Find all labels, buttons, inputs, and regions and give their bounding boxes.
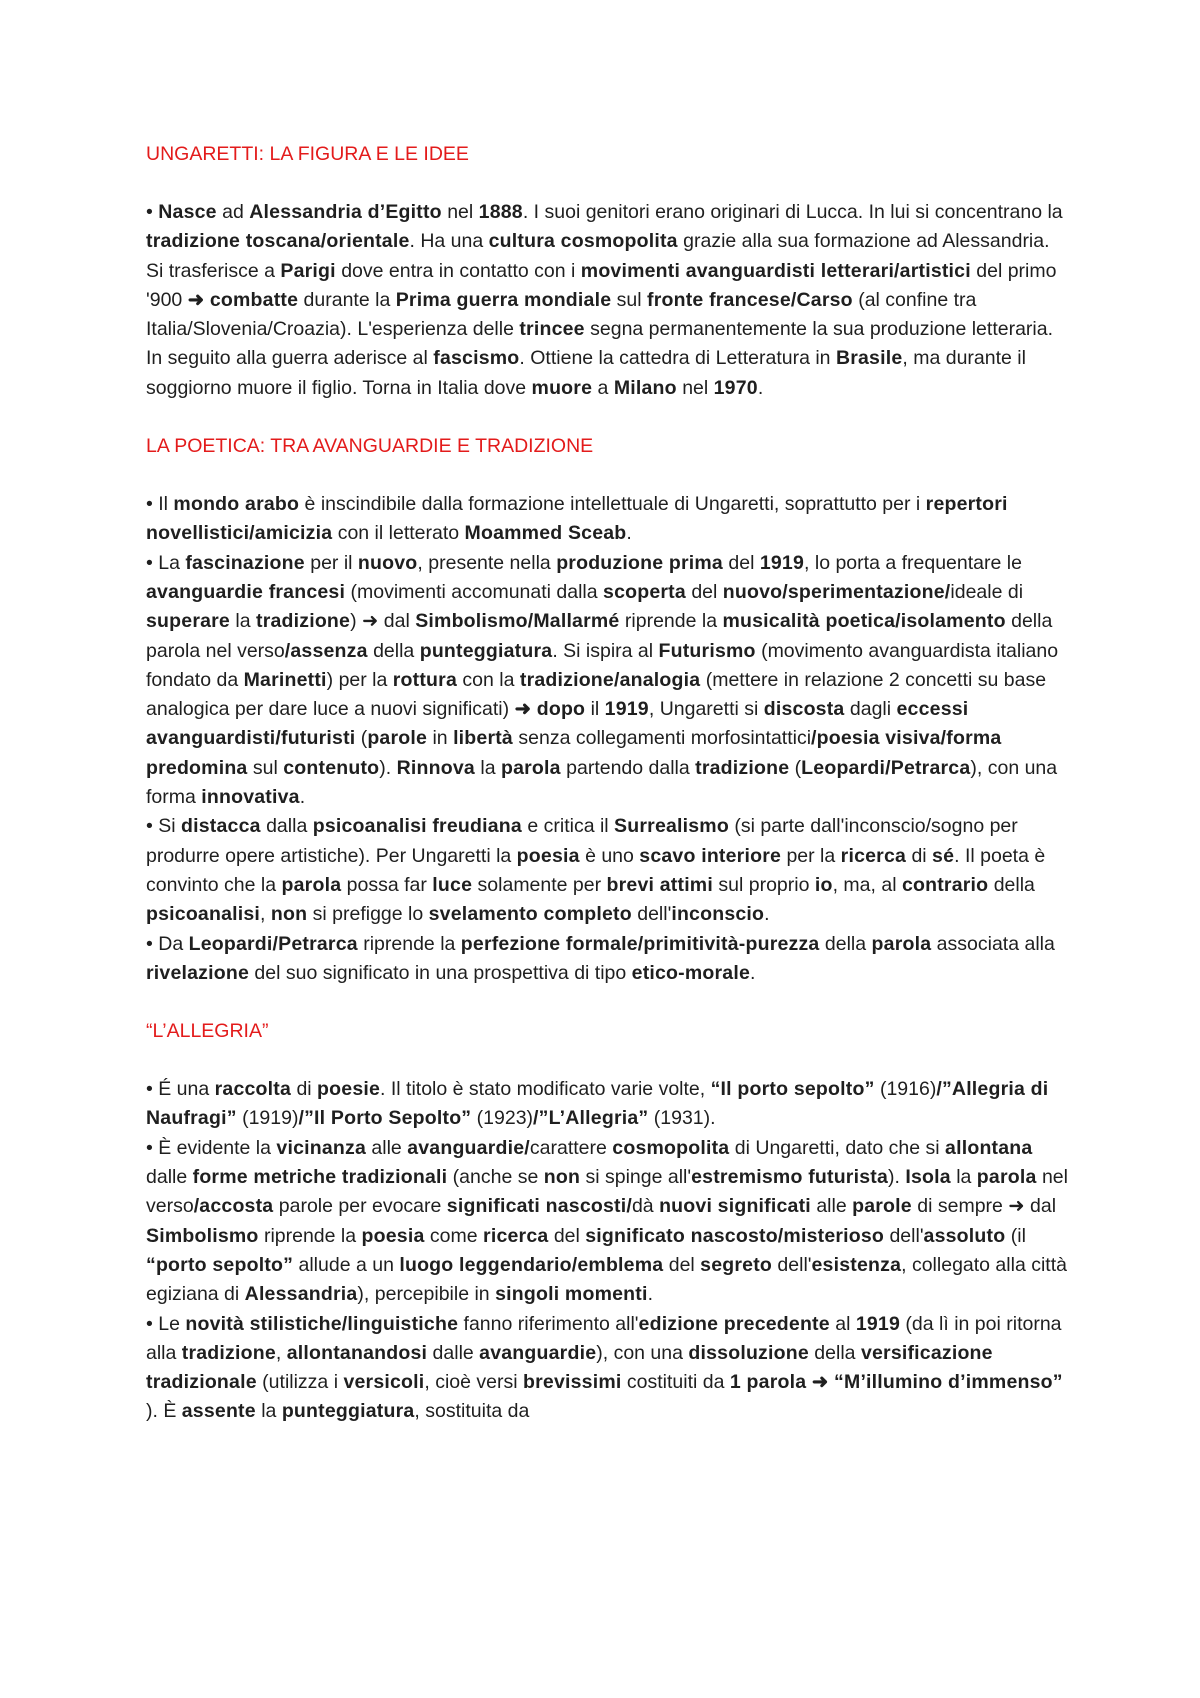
bold-text-run: “Il porto sepolto” <box>710 1078 875 1101</box>
text-run: dalle <box>427 1341 480 1364</box>
bold-text-run: Simbolismo <box>146 1224 259 1247</box>
text-run: (anche se <box>447 1166 544 1189</box>
text-run: ). <box>379 756 397 779</box>
text-run: del <box>722 551 760 574</box>
bold-text-run: musicalità poetica/isolamento <box>722 610 1006 633</box>
paragraph <box>146 812 1071 929</box>
text-run: • <box>146 201 159 223</box>
bold-text-run: Alessandria d’Egitto <box>249 201 442 223</box>
bold-text-run: /accosta <box>193 1195 274 1218</box>
text-run: • Da <box>146 932 189 955</box>
bold-text-run: ➜ combatte <box>187 288 299 311</box>
bold-text-run: assoluto <box>923 1224 1006 1247</box>
bold-text-run: 1919 <box>855 1312 901 1335</box>
text-run: ). È <box>146 1400 182 1423</box>
section-figura-idee <box>146 140 1071 403</box>
text-run: solamente per <box>472 873 607 896</box>
bold-text-run: scoperta <box>603 580 686 603</box>
bold-text-run: parola <box>871 932 932 955</box>
text-run: fanno riferimento all' <box>458 1312 639 1335</box>
text-run: come <box>424 1224 484 1247</box>
text-run: del <box>548 1224 586 1247</box>
bold-text-run: 1919 <box>759 551 805 574</box>
paragraph <box>146 1075 1071 1134</box>
text-run: , ma durante il soggiorno muore il figlio. Torna in Italia dove <box>146 347 1026 399</box>
bold-text-run: Moammed Sceab <box>464 522 627 545</box>
bold-text-run: parole <box>852 1195 912 1218</box>
text-run: della parola nel verso <box>146 610 1053 662</box>
text-run: dell' <box>884 1224 924 1247</box>
text-run: del primo '900 <box>146 259 1057 311</box>
text-run: della <box>988 873 1035 896</box>
bold-text-run: distacca <box>181 815 261 838</box>
bold-text-run: Futurismo <box>658 639 756 662</box>
bold-text-run: non <box>270 903 308 926</box>
text-run: possa far <box>341 873 433 896</box>
bold-text-run: fascinazione <box>185 551 305 574</box>
section-heading: LA POETICA: TRA AVANGUARDIE E TRADIZIONE <box>146 435 594 458</box>
bold-text-run: /assenza <box>284 639 368 662</box>
section-allegria <box>146 1017 1071 1427</box>
text-run: , lo porta a frequentare le <box>804 551 1022 574</box>
text-run: è inscindibile dalla formazione intellettuale di Ungaretti, soprattutto per i <box>299 493 926 516</box>
text-run: del <box>663 1253 701 1276</box>
text-run: si prefigge lo <box>307 903 429 926</box>
bold-text-run: punteggiatura <box>281 1400 415 1423</box>
bold-text-run: significati nascosti/ <box>446 1195 632 1218</box>
bold-text-run: scavo interiore <box>639 844 782 867</box>
bold-text-run: ➜ dopo <box>514 698 586 721</box>
text-run: costituiti da <box>621 1371 730 1394</box>
bold-text-run: contenuto <box>283 756 380 779</box>
bold-text-run: movimenti avanguardisti letterari/artistici <box>580 259 971 282</box>
bold-text-run: luogo leggendario/emblema <box>399 1253 664 1276</box>
text-run: ), con una <box>596 1341 689 1364</box>
bold-text-run: tradizione toscana/orientale <box>146 230 410 253</box>
section-heading: UNGARETTI: LA FIGURA E LE IDEE <box>146 143 469 165</box>
text-run: . Ottiene la cattedra di Letteratura in <box>519 347 836 370</box>
bold-text-run: avanguardie <box>479 1341 597 1364</box>
text-run: . I suoi genitori erano originari di Lucca. In lui si concentrano la <box>522 201 1063 223</box>
bold-text-run: nuovo <box>357 551 418 574</box>
bold-text-run: singoli momenti <box>495 1283 648 1306</box>
bold-text-run: “porto sepolto” <box>146 1253 294 1276</box>
bold-text-run: etico-morale <box>631 961 751 984</box>
bold-text-run: svelamento completo <box>428 903 632 926</box>
text-run: ( <box>789 756 802 779</box>
text-run: la <box>255 1400 282 1423</box>
bold-text-run: muore <box>531 376 593 399</box>
text-run: , <box>275 1341 287 1364</box>
bold-text-run: cosmopolita <box>612 1136 730 1159</box>
paragraph <box>146 490 1071 549</box>
text-run: (1916) <box>874 1078 937 1101</box>
text-run: , Ungaretti si <box>648 698 764 721</box>
bold-text-run: Rinnova <box>396 756 475 779</box>
bold-text-run: parola <box>500 756 561 779</box>
bold-text-run: vicinanza <box>276 1136 366 1159</box>
bold-text-run: segreto <box>700 1253 773 1276</box>
bold-text-run: /”Allegria di Naufragi” <box>146 1078 1049 1130</box>
bold-text-run: Brasile <box>835 347 903 370</box>
text-run: alle <box>810 1195 853 1218</box>
bold-text-run: Simbolismo/Mallarmé <box>415 610 620 633</box>
bold-text-run: tradizione <box>181 1341 276 1364</box>
text-run: , ma, al <box>832 873 902 896</box>
text-run: partendo dalla <box>560 756 696 779</box>
bold-text-run: mondo arabo <box>173 493 300 516</box>
text-run: è uno <box>579 844 640 867</box>
text-run: nel <box>441 201 479 223</box>
text-run: di <box>291 1078 318 1101</box>
bold-text-run: nuovo/sperimentazione/ <box>722 580 951 603</box>
text-run: (mettere in relazione 2 concetti su base analogica per dare luce a nuovi significati) <box>146 668 1047 721</box>
bold-text-run: avanguardie francesi <box>146 580 346 603</box>
bold-text-run: ricerca <box>483 1224 549 1247</box>
text-run: • Le <box>146 1312 186 1335</box>
text-run: della <box>367 639 420 662</box>
text-run: riprende la <box>619 610 723 633</box>
bold-text-run: poesia <box>516 844 580 867</box>
text-run: . Il titolo è stato modificato varie volte, <box>380 1078 711 1101</box>
section-heading: “L’ALLEGRIA” <box>146 1020 269 1043</box>
text-run: ad <box>216 201 250 223</box>
text-run: . <box>647 1283 654 1306</box>
text-run: • É una <box>146 1078 215 1101</box>
text-run: il <box>585 698 605 721</box>
section-poetica <box>146 432 1071 988</box>
text-run: , cioè versi <box>424 1371 524 1394</box>
bold-text-run: novità stilistiche/linguistiche <box>185 1312 459 1335</box>
text-run: (il <box>1005 1224 1026 1247</box>
bold-text-run: sé <box>932 844 955 867</box>
paragraph <box>146 1310 1071 1427</box>
text-run: . Ha una <box>409 230 489 253</box>
bold-text-run: contrario <box>901 873 989 896</box>
bold-text-run: Leopardi/Petrarca <box>801 756 971 779</box>
bold-text-run: psicoanalisi freudiana <box>312 815 522 838</box>
bold-text-run: estremismo futurista <box>691 1166 888 1189</box>
text-run: alle <box>366 1136 408 1159</box>
text-run: riprende la <box>357 932 461 955</box>
bold-text-run: /”L’Allegria” <box>533 1107 649 1130</box>
text-run: dove entra in contatto con i <box>335 259 581 282</box>
bold-text-run: raccolta <box>214 1078 292 1101</box>
bold-text-run: eccessi avanguardisti/futuristi <box>146 698 969 750</box>
bold-text-run: parola <box>281 873 342 896</box>
text-run: di <box>906 844 933 867</box>
text-run: del suo significato in una prospettiva di tipo <box>249 961 632 984</box>
bold-text-run: 1 parola ➜ “M’illumino d’immenso” <box>729 1371 1063 1394</box>
text-run: riprende la <box>258 1224 362 1247</box>
text-run: nel <box>676 376 714 399</box>
bold-text-run: Alessandria <box>244 1283 358 1306</box>
text-run: . Il poeta è convinto che la <box>146 844 1046 896</box>
text-run: ideale di <box>950 580 1024 603</box>
bold-text-run: forme metriche tradizionali <box>192 1166 448 1189</box>
text-run: del <box>685 580 723 603</box>
text-run: nel verso <box>146 1166 1068 1218</box>
bold-text-run: rottura <box>392 668 457 691</box>
text-run: (si parte dall'inconscio/sogno per produrre opere artistiche). Per Ungaretti la <box>146 815 1018 867</box>
text-run: e critica il <box>521 815 615 838</box>
bold-text-run: innovativa <box>201 786 300 809</box>
bold-text-run: io <box>814 873 833 896</box>
text-run: . <box>299 786 306 809</box>
text-run: allude a un <box>293 1253 400 1276</box>
paragraph <box>146 549 1071 813</box>
bold-text-run: rivelazione <box>146 961 249 984</box>
bold-text-run: Leopardi/Petrarca <box>188 932 358 955</box>
bold-text-run: Prima guerra mondiale <box>395 288 612 311</box>
text-run: . Si ispira al <box>552 639 659 662</box>
bold-text-run: punteggiatura <box>419 639 553 662</box>
text-run: al <box>829 1312 856 1335</box>
text-run: ) per la <box>326 668 393 691</box>
bold-text-run: allontana <box>945 1136 1033 1159</box>
bold-text-run: 1919 <box>604 698 649 721</box>
text-run: dell' <box>631 903 672 926</box>
text-run: la <box>229 610 256 633</box>
bold-text-run: poesia <box>361 1224 425 1247</box>
text-run: • Si <box>146 815 182 838</box>
paragraph <box>146 198 1071 403</box>
bold-text-run: 1970 <box>713 376 758 399</box>
text-run: (utilizza i <box>256 1371 344 1394</box>
text-run: . <box>750 961 756 984</box>
bold-text-run: versicoli <box>343 1371 425 1394</box>
bold-text-run: tradizione <box>256 610 351 633</box>
bold-text-run: edizione precedente <box>638 1312 830 1335</box>
text-run: della <box>808 1341 861 1364</box>
text-run: , collegato alla città egiziana di <box>146 1253 1067 1306</box>
bold-text-run: avanguardie/ <box>407 1136 530 1159</box>
text-run: la <box>474 756 501 779</box>
text-run: grazie alla sua formazione ad Alessandria. Si trasferisce a <box>146 230 1050 282</box>
text-run: della <box>819 932 872 955</box>
text-run: , presente nella <box>417 551 557 574</box>
text-run: segna permanentemente la sua produzione letteraria. In seguito alla guerra aderisce al <box>146 318 1054 370</box>
text-run: . <box>764 903 770 926</box>
bold-text-run: discosta <box>763 698 845 721</box>
bold-text-run: parola <box>976 1166 1037 1189</box>
bold-text-run: libertà <box>453 727 513 750</box>
bold-text-run: esistenza <box>811 1253 902 1276</box>
bold-text-run: luce <box>432 873 473 896</box>
bold-text-run: assente <box>181 1400 256 1423</box>
text-run: la <box>950 1166 977 1189</box>
text-run: (al confine tra Italia/Slovenia/Croazia). L'esperienza delle <box>146 288 977 341</box>
text-run: si spinge all' <box>580 1166 692 1189</box>
bold-text-run: tradizione <box>695 756 790 779</box>
bold-text-run: non <box>543 1166 581 1189</box>
document-page <box>146 140 1071 1456</box>
bold-text-run: Nasce <box>158 201 217 223</box>
text-run: dà <box>631 1195 660 1218</box>
bold-text-run: Parigi <box>280 259 336 282</box>
text-run: di Ungaretti, dato che si <box>729 1136 946 1159</box>
text-run: • È evidente la <box>146 1136 277 1159</box>
text-run: di sempre ➜ dal <box>911 1195 1057 1218</box>
text-run: • Il <box>146 493 174 516</box>
text-run: a <box>592 376 614 399</box>
text-run: per la <box>781 844 841 867</box>
text-run: (movimenti accomunati dalla <box>345 580 604 603</box>
bold-text-run: nuovi significati <box>659 1195 811 1218</box>
text-run: (da lì in poi ritorna alla <box>146 1312 1062 1364</box>
text-run: ), con una forma <box>146 756 1058 809</box>
bold-text-run: Milano <box>613 376 677 399</box>
bold-text-run: Isola <box>905 1166 951 1189</box>
bold-text-run: allontanandosi <box>286 1341 428 1364</box>
text-run: con il letterato <box>332 522 465 545</box>
text-run: (1931). <box>648 1107 716 1130</box>
bold-text-run: Marinetti <box>243 668 327 691</box>
text-run: . <box>757 376 764 399</box>
bold-text-run: fascismo <box>433 347 520 370</box>
bold-text-run: repertori novellistici/amicizia <box>146 493 1008 545</box>
bold-text-run: produzione prima <box>556 551 723 574</box>
paragraph <box>146 1134 1071 1310</box>
text-run: (1923) <box>471 1107 534 1130</box>
text-run: associata alla <box>931 932 1055 955</box>
text-run: sul proprio <box>712 873 815 896</box>
bold-text-run: significato nascosto/misterioso <box>585 1224 885 1247</box>
bold-text-run: poesie <box>317 1078 381 1101</box>
bold-text-run: fronte francese/Carso <box>647 288 853 311</box>
bold-text-run: trincee <box>519 318 585 341</box>
bold-text-run: ricerca <box>840 844 907 867</box>
text-run: durante la <box>298 288 396 311</box>
bold-text-run: superare <box>146 610 230 633</box>
text-run: carattere <box>529 1136 613 1159</box>
bold-text-run: /poesia visiva/forma predomina <box>146 727 1002 779</box>
text-run: dalla <box>260 815 313 838</box>
text-run: , <box>260 903 271 926</box>
text-run: sul <box>611 288 648 311</box>
text-run: sul <box>247 756 284 779</box>
text-run: ). <box>888 1166 906 1189</box>
text-run: dagli <box>844 698 897 721</box>
paragraph <box>146 930 1071 989</box>
text-run: dalle <box>146 1166 193 1189</box>
text-run: dell' <box>772 1253 812 1276</box>
text-run: (1919) <box>236 1107 299 1130</box>
text-run: parole per evocare <box>273 1195 447 1218</box>
text-run: ( <box>355 727 368 750</box>
bold-text-run: cultura cosmopolita <box>488 230 678 253</box>
text-run: in <box>427 727 454 750</box>
bold-text-run: brevissimi <box>523 1371 622 1394</box>
bold-text-run: inconscio <box>671 903 765 926</box>
bold-text-run: versificazione tradizionale <box>146 1341 993 1394</box>
text-run: ), percepibile in <box>357 1283 496 1306</box>
text-run: ) ➜ dal <box>350 610 416 633</box>
text-run: • La <box>146 551 186 574</box>
text-run: con la <box>457 668 520 691</box>
bold-text-run: /”Il Porto Sepolto” <box>298 1107 472 1130</box>
bold-text-run: Surrealismo <box>614 815 729 838</box>
bold-text-run: tradizione/analogia <box>519 668 701 691</box>
bold-text-run: perfezione formale/primitività-purezza <box>460 932 820 955</box>
text-run: , sostituita da <box>414 1400 530 1423</box>
bold-text-run: 1888 <box>478 201 523 223</box>
bold-text-run: psicoanalisi <box>146 903 261 926</box>
text-run: senza collegamenti morfosintattici <box>512 727 812 750</box>
bold-text-run: parole <box>367 727 428 750</box>
text-run: . <box>626 522 632 545</box>
text-run: per il <box>304 551 358 574</box>
bold-text-run: dissoluzione <box>688 1341 809 1364</box>
bold-text-run: brevi attimi <box>606 873 713 896</box>
text-run: (movimento avanguardista italiano fondato da <box>146 639 1059 691</box>
